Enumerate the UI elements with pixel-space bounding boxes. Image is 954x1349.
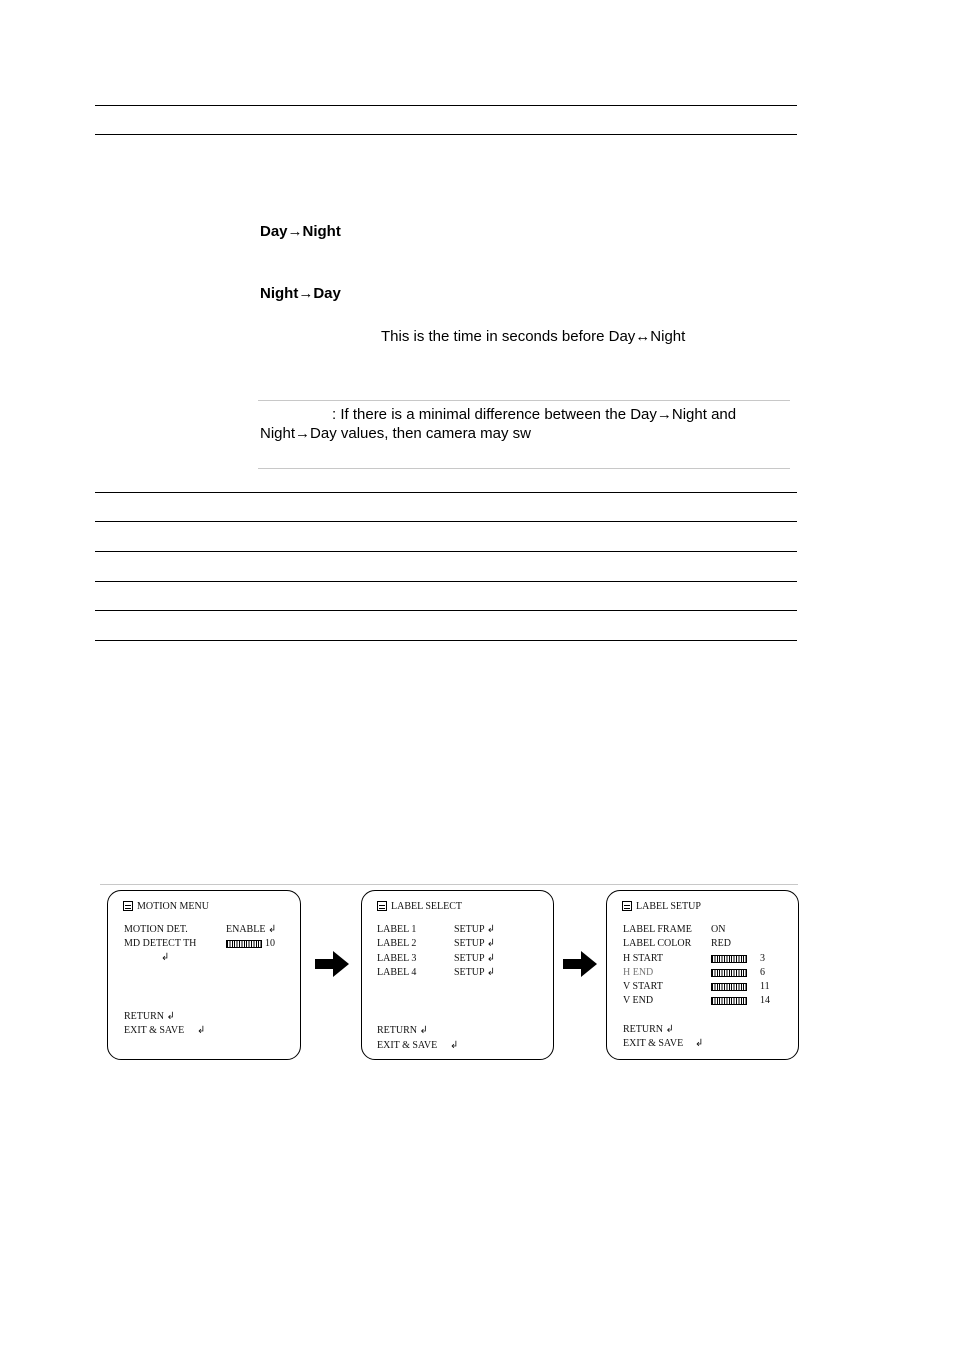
table-top-rule bbox=[95, 105, 797, 106]
motion-menu-screen bbox=[107, 890, 301, 1060]
note-top-rule bbox=[258, 400, 790, 401]
note-bottom-rule bbox=[258, 468, 790, 469]
exit-save-symbol: ↲ bbox=[695, 1038, 704, 1049]
label-select-screen bbox=[361, 890, 554, 1060]
menu-icon bbox=[622, 901, 632, 911]
night-day-label: Night→Day bbox=[260, 285, 341, 302]
exit-save-item: EXIT & SAVE bbox=[377, 1040, 438, 1051]
label-frame-value: ON bbox=[711, 924, 726, 935]
label-4-setup: SETUP ↲ bbox=[454, 967, 496, 978]
enter-symbol: ↲ bbox=[161, 952, 170, 963]
label-color-value: RED bbox=[711, 938, 731, 949]
v-end-value: 14 bbox=[760, 995, 770, 1006]
md-detect-th-label: MD DETECT TH bbox=[124, 938, 197, 949]
label-setup-title: LABEL SETUP bbox=[622, 901, 701, 913]
motion-menu-title: MOTION MENU bbox=[123, 901, 209, 913]
label-select-title: LABEL SELECT bbox=[377, 901, 462, 913]
menu-icon bbox=[377, 901, 387, 911]
table-row-rule bbox=[95, 610, 797, 611]
v-end-slider bbox=[711, 997, 747, 1005]
h-start-label: H START bbox=[623, 953, 663, 964]
figure-top-rule bbox=[100, 884, 798, 885]
v-start-slider bbox=[711, 983, 747, 991]
label-2-name: LABEL 2 bbox=[377, 938, 417, 949]
delay-description: This is the time in seconds before Day↔Night bbox=[381, 328, 686, 345]
label-frame-label: LABEL FRAME bbox=[623, 924, 692, 935]
v-end-label: V END bbox=[623, 995, 654, 1006]
exit-save-item: EXIT & SAVE bbox=[124, 1025, 185, 1036]
exit-save-symbol: ↲ bbox=[197, 1025, 206, 1036]
label-setup-screen bbox=[606, 890, 799, 1060]
h-start-value: 3 bbox=[760, 953, 765, 964]
h-end-slider bbox=[711, 969, 747, 977]
label-3-name: LABEL 3 bbox=[377, 953, 417, 964]
table-row-rule bbox=[95, 581, 797, 582]
md-detect-th-slider bbox=[226, 940, 262, 948]
note-line-1: : If there is a minimal difference between the Day→Night and bbox=[332, 406, 737, 423]
table-header-rule bbox=[95, 134, 797, 135]
day-night-label: Day→Night bbox=[260, 223, 341, 240]
return-item: RETURN ↲ bbox=[124, 1011, 175, 1022]
h-end-value: 6 bbox=[760, 967, 765, 978]
table-bottom-rule bbox=[95, 640, 797, 641]
arrow-right-icon bbox=[315, 950, 351, 978]
h-start-slider bbox=[711, 955, 747, 963]
label-1-name: LABEL 1 bbox=[377, 924, 417, 935]
table-row-rule bbox=[95, 492, 797, 493]
arrow-right-icon bbox=[563, 950, 599, 978]
exit-save-symbol: ↲ bbox=[450, 1040, 459, 1051]
label-1-setup: SETUP ↲ bbox=[454, 924, 496, 935]
return-item: RETURN ↲ bbox=[623, 1024, 674, 1035]
md-detect-th-value: 10 bbox=[265, 938, 275, 949]
return-item: RETURN ↲ bbox=[377, 1025, 428, 1036]
exit-save-item: EXIT & SAVE bbox=[623, 1038, 684, 1049]
table-row-rule bbox=[95, 521, 797, 522]
motion-det-label: MOTION DET. bbox=[124, 924, 188, 935]
motion-det-value: ENABLE ↲ bbox=[226, 924, 277, 935]
label-color-label: LABEL COLOR bbox=[623, 938, 692, 949]
h-end-label: H END bbox=[623, 967, 654, 978]
note-line-2: Night→Day values, then camera may sw bbox=[260, 425, 531, 442]
menu-icon bbox=[123, 901, 133, 911]
v-start-value: 11 bbox=[760, 981, 770, 992]
label-2-setup: SETUP ↲ bbox=[454, 938, 496, 949]
label-4-name: LABEL 4 bbox=[377, 967, 417, 978]
table-row-rule bbox=[95, 551, 797, 552]
v-start-label: V START bbox=[623, 981, 663, 992]
label-3-setup: SETUP ↲ bbox=[454, 953, 496, 964]
